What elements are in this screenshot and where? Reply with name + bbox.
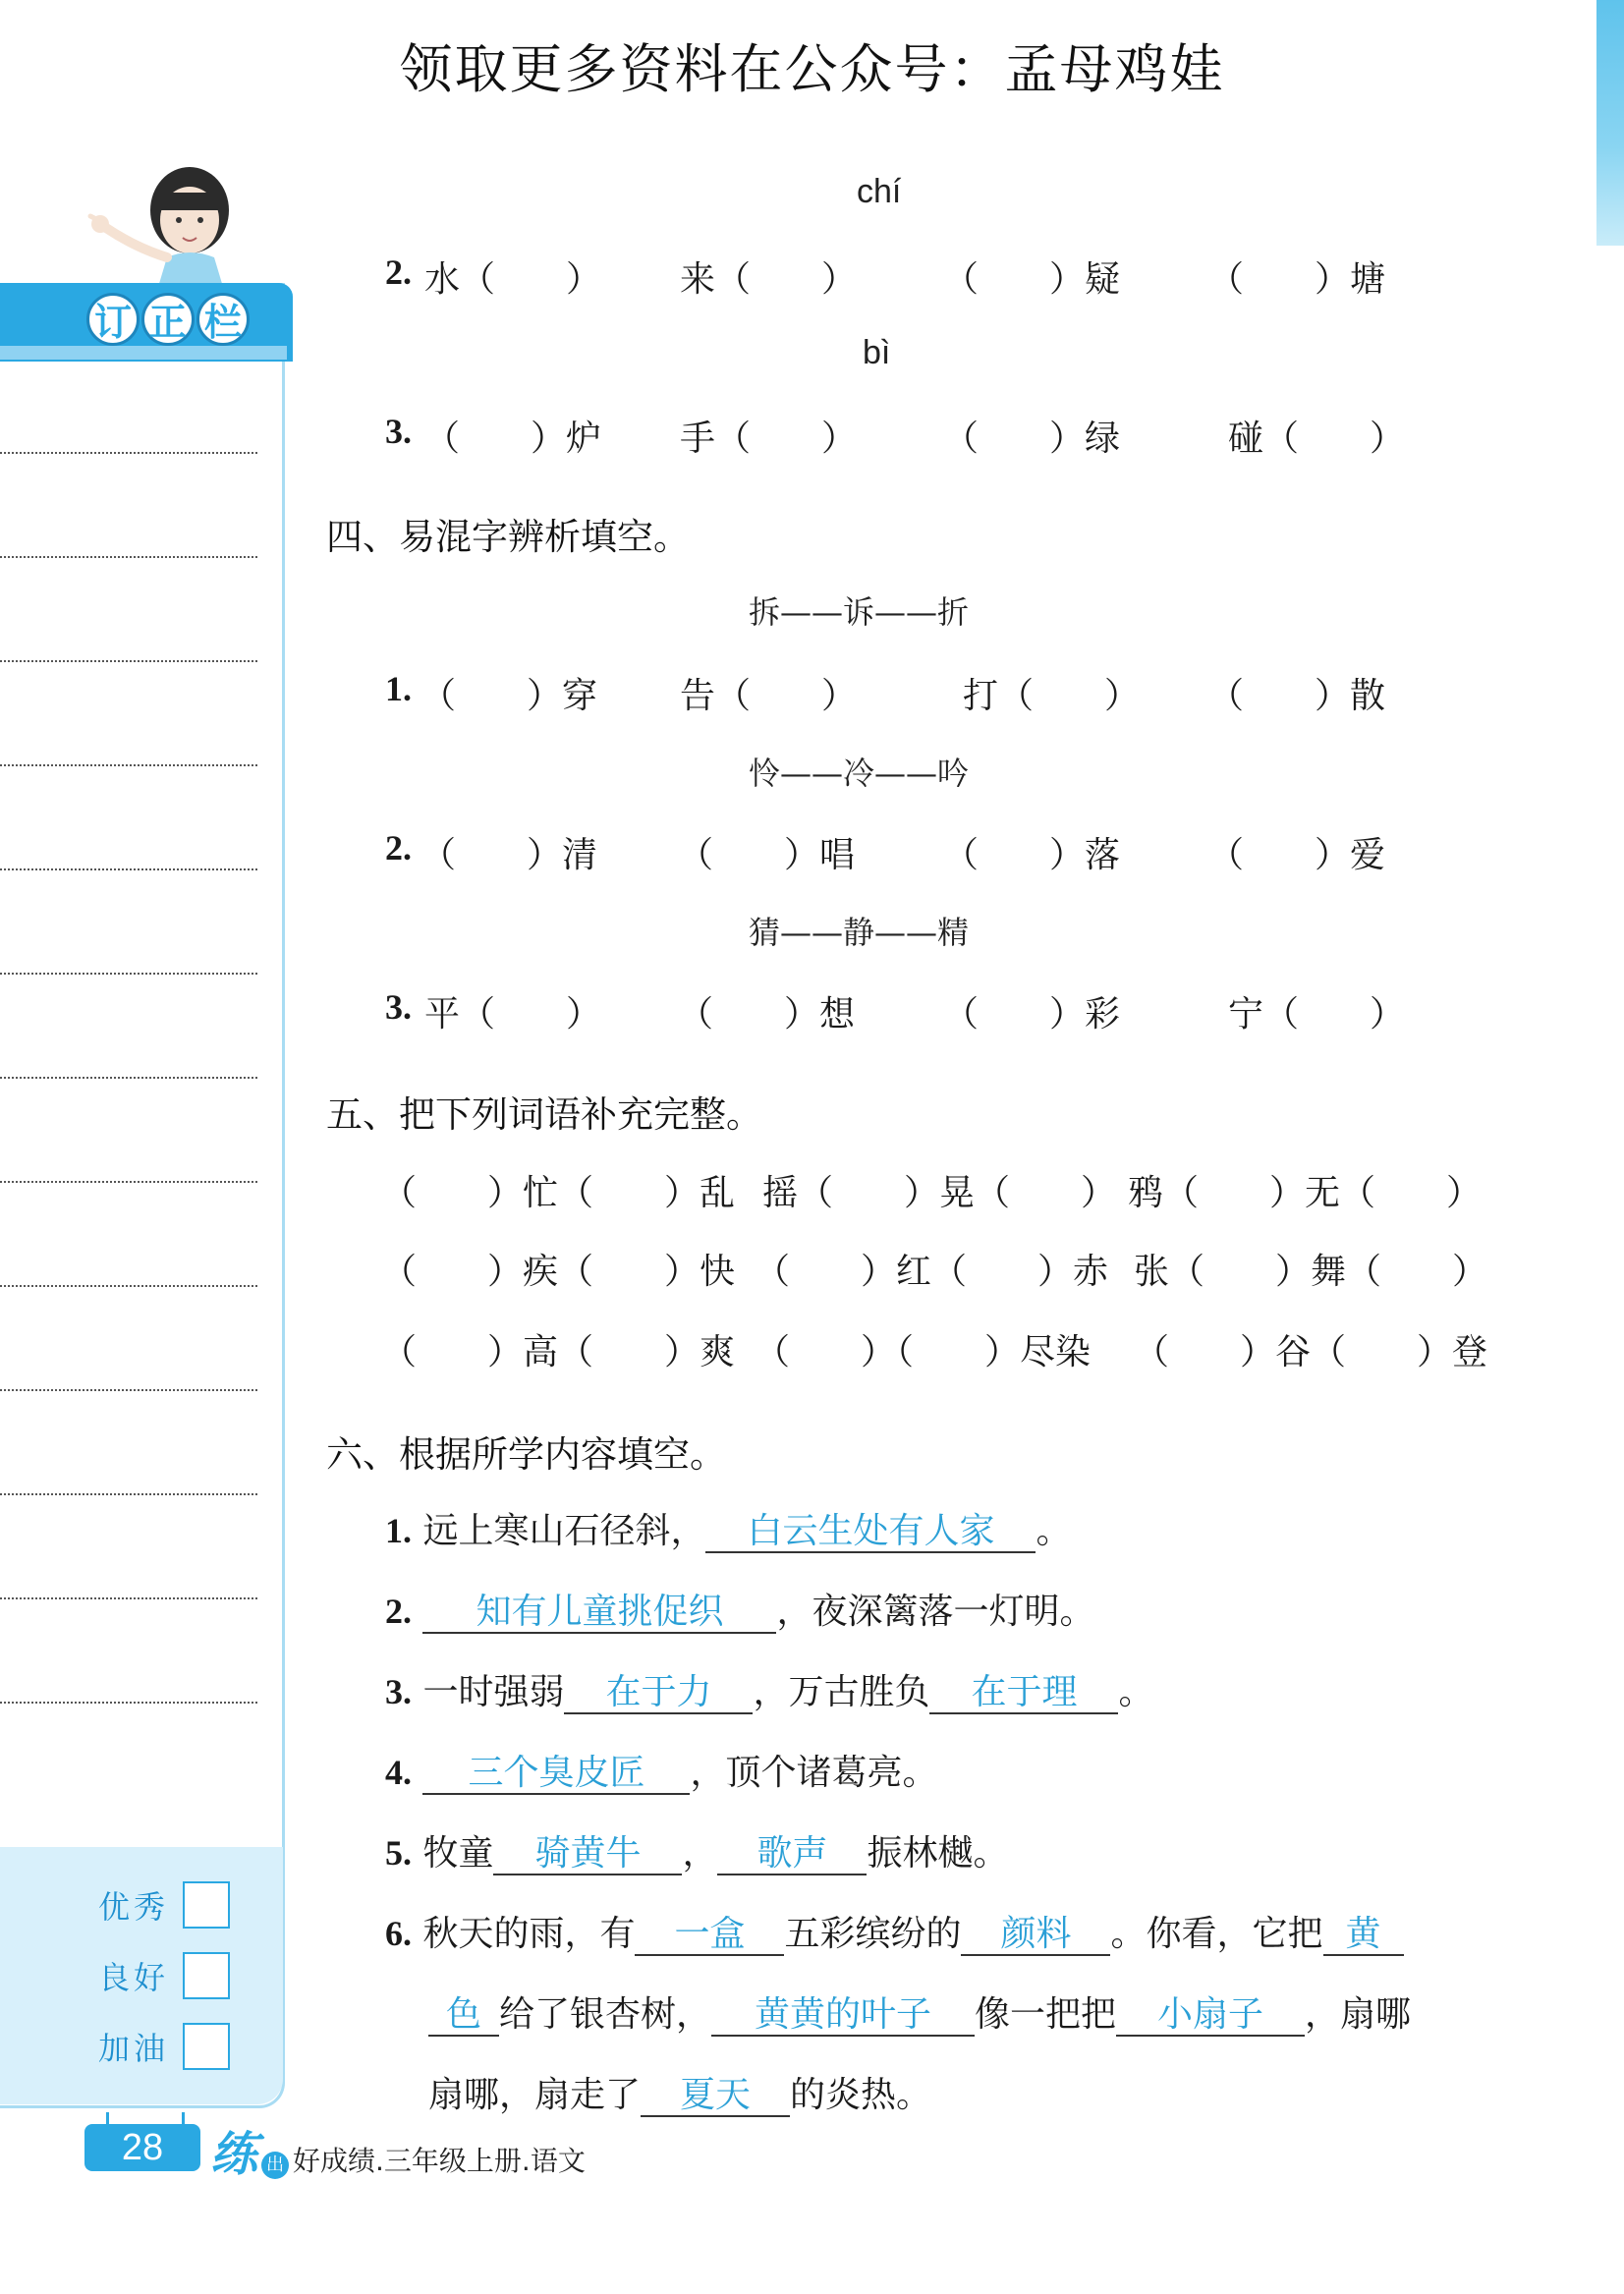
char-group: 猜——静——精 bbox=[749, 914, 970, 951]
blank-item[interactable]: 宁（ ） bbox=[1228, 994, 1406, 1035]
question-text: 五彩缤纷的 bbox=[784, 1914, 962, 1954]
exercise-row bbox=[385, 252, 1466, 301]
fill-question-6-line-1 bbox=[385, 1906, 1404, 1956]
grade-label: 优秀 bbox=[98, 1888, 170, 1926]
blank-item[interactable]: （ ）落 bbox=[943, 835, 1121, 875]
question-text: 的炎热。 bbox=[790, 2075, 932, 2115]
blank-item[interactable]: 手（ ） bbox=[680, 419, 858, 459]
blank-item[interactable]: （ ）清 bbox=[420, 835, 598, 875]
blank-item[interactable]: （ ）疑 bbox=[943, 259, 1121, 300]
idiom-blank[interactable]: （ ）红（ ）赤 bbox=[755, 1252, 1109, 1292]
blank-item[interactable]: 打（ ） bbox=[963, 676, 1141, 716]
girl-illustration bbox=[77, 159, 244, 297]
blank-item[interactable]: （ ）穿 bbox=[420, 676, 598, 716]
blank-item[interactable]: （ ）爱 bbox=[1208, 835, 1386, 875]
brand-text: 好成绩.三年级上册.语文 bbox=[293, 2145, 586, 2177]
blank-item[interactable]: 碰（ ） bbox=[1228, 419, 1406, 459]
blank-item[interactable]: 水（ ） bbox=[424, 259, 602, 300]
writing-line[interactable] bbox=[0, 1389, 257, 1391]
answer-blank[interactable]: 黄黄的叶子 bbox=[711, 1995, 975, 2037]
question-text: 秋天的雨，有 bbox=[422, 1914, 636, 1954]
page-header-title: 领取更多资料在公众号：孟母鸡娃 bbox=[399, 38, 1225, 100]
fill-question-2 bbox=[385, 1584, 1094, 1634]
blank-item[interactable]: 告（ ） bbox=[680, 676, 858, 716]
writing-line[interactable] bbox=[0, 1077, 257, 1079]
answer-blank[interactable]: 颜料 bbox=[961, 1915, 1110, 1956]
blank-item[interactable]: （ ）散 bbox=[1208, 676, 1386, 716]
writing-line[interactable] bbox=[0, 1181, 257, 1183]
char-group: 怜——冷——吟 bbox=[749, 755, 970, 792]
grade-label: 良好 bbox=[98, 1959, 170, 1996]
idiom-blank[interactable]: 鸦（ ）无（ ） bbox=[1128, 1173, 1483, 1213]
grade-label: 加油 bbox=[98, 2030, 170, 2067]
brand-char: 练 bbox=[210, 2127, 258, 2182]
blank-item[interactable]: （ ）塘 bbox=[1208, 259, 1386, 300]
writing-line[interactable] bbox=[0, 868, 257, 870]
idiom-row bbox=[381, 1244, 1488, 1293]
fill-question-6-line-3 bbox=[428, 2067, 931, 2117]
item-number: 6. bbox=[385, 1914, 412, 1953]
fill-question-6-line-2 bbox=[428, 1986, 1411, 2037]
blank-item[interactable]: 来（ ） bbox=[680, 259, 858, 300]
question-text: 扇哪，扇走了 bbox=[428, 2075, 642, 2115]
footer-brand bbox=[210, 2116, 586, 2184]
blank-item[interactable]: （ ）彩 bbox=[943, 994, 1121, 1035]
fill-question-3 bbox=[385, 1664, 1154, 1714]
grade-excellent bbox=[98, 1879, 230, 1930]
idiom-row bbox=[381, 1324, 1488, 1373]
question-text: 给了银杏树， bbox=[499, 1994, 712, 2035]
exercise-row bbox=[385, 827, 1466, 876]
writing-line[interactable] bbox=[0, 1493, 257, 1495]
writing-line[interactable] bbox=[0, 556, 257, 558]
answer-blank[interactable]: 白云生处有人家 bbox=[705, 1512, 1036, 1553]
section-title: 六、根据所学内容填空。 bbox=[326, 1433, 726, 1476]
item-number: 2. bbox=[385, 1592, 412, 1631]
exercise-row bbox=[385, 411, 1466, 460]
question-text: ，夜深篱落一灯明。 bbox=[776, 1592, 1095, 1632]
writing-line[interactable] bbox=[0, 1597, 257, 1599]
answer-blank[interactable]: 一盒 bbox=[635, 1915, 784, 1956]
answer-blank[interactable]: 夏天 bbox=[641, 2076, 790, 2117]
grade-good bbox=[98, 1950, 230, 2001]
answer-blank[interactable]: 小扇子 bbox=[1116, 1995, 1305, 2037]
writing-line[interactable] bbox=[0, 1285, 257, 1287]
question-text: ，万古胜负 bbox=[753, 1672, 930, 1712]
writing-line[interactable] bbox=[0, 1702, 257, 1704]
idiom-blank[interactable]: 摇（ ）晃（ ） bbox=[762, 1173, 1117, 1213]
section-title: 四、易混字辨析填空。 bbox=[326, 516, 690, 558]
question-text: ， bbox=[682, 1833, 718, 1874]
idiom-blank[interactable]: 张（ ）舞（ ） bbox=[1134, 1252, 1488, 1292]
item-number: 1. bbox=[385, 669, 412, 708]
item-number: 3. bbox=[385, 987, 412, 1027]
correction-column-title bbox=[86, 293, 250, 348]
blank-item[interactable]: （ ）炉 bbox=[424, 419, 602, 459]
page-number: 28 bbox=[84, 2124, 200, 2171]
section-title: 五、把下列词语补充完整。 bbox=[326, 1093, 762, 1136]
writing-line[interactable] bbox=[0, 660, 257, 662]
brand-badge: 出 bbox=[261, 2152, 289, 2179]
answer-blank[interactable]: 黄 bbox=[1323, 1915, 1404, 1956]
answer-blank[interactable]: 三个臭皮匠 bbox=[422, 1754, 690, 1795]
writing-line[interactable] bbox=[0, 973, 257, 975]
answer-blank[interactable]: 在于力 bbox=[564, 1673, 753, 1714]
title-char-2: 正 bbox=[141, 293, 195, 346]
question-text: 像一把把 bbox=[975, 1994, 1117, 2035]
exercise-row bbox=[385, 986, 1466, 1035]
fill-question-4 bbox=[385, 1745, 937, 1795]
grade-try-harder bbox=[98, 2021, 230, 2072]
grade-checkbox[interactable] bbox=[183, 2023, 230, 2070]
blank-item[interactable]: 平（ ） bbox=[424, 994, 602, 1035]
exercise-row bbox=[385, 668, 1466, 717]
idiom-blank[interactable]: （ ）（ ）尽染 bbox=[755, 1332, 1092, 1372]
question-text: 牧童 bbox=[422, 1833, 494, 1874]
pinyin-label: chí bbox=[857, 173, 902, 210]
answer-blank[interactable]: 骑黄牛 bbox=[493, 1834, 682, 1875]
idiom-blank[interactable]: （ ）谷（ ）登 bbox=[1134, 1332, 1488, 1372]
item-number: 5. bbox=[385, 1833, 412, 1873]
idiom-blank[interactable]: （ ）忙（ ）乱 bbox=[381, 1173, 736, 1213]
question-text: 远上寒山石径斜， bbox=[422, 1511, 706, 1551]
writing-line[interactable] bbox=[0, 764, 257, 766]
blank-item[interactable]: （ ）绿 bbox=[943, 419, 1121, 459]
item-number: 3. bbox=[385, 412, 412, 451]
idiom-blank[interactable]: （ ）疾（ ）快 bbox=[381, 1252, 736, 1292]
question-text: 。 bbox=[1036, 1511, 1072, 1551]
item-number: 4. bbox=[385, 1753, 412, 1792]
blank-item[interactable]: （ ）唱 bbox=[678, 835, 856, 875]
question-text: 振林樾。 bbox=[867, 1833, 1009, 1874]
grade-checkbox[interactable] bbox=[183, 1881, 230, 1929]
idiom-blank[interactable]: （ ）高（ ）爽 bbox=[381, 1332, 736, 1372]
answer-blank[interactable]: 知有儿童挑促织 bbox=[422, 1593, 776, 1634]
idiom-row bbox=[381, 1165, 1482, 1214]
char-group: 拆——诉——折 bbox=[749, 593, 970, 631]
item-number: 2. bbox=[385, 828, 412, 867]
answer-blank[interactable]: 色 bbox=[428, 1995, 499, 2037]
writing-line[interactable] bbox=[0, 452, 257, 454]
fill-question-1 bbox=[385, 1503, 1071, 1553]
fill-question-5 bbox=[385, 1825, 1009, 1875]
question-text: 。你看，它把 bbox=[1110, 1914, 1323, 1954]
item-number: 2. bbox=[385, 252, 412, 292]
title-char-1: 订 bbox=[86, 293, 140, 346]
question-text: ，扇哪 bbox=[1305, 1994, 1412, 2035]
title-char-3: 栏 bbox=[196, 293, 250, 346]
page-edge-tab bbox=[1596, 0, 1624, 246]
question-text: 。 bbox=[1118, 1672, 1154, 1712]
grade-checkbox[interactable] bbox=[183, 1952, 230, 1999]
pinyin-label: bì bbox=[863, 334, 891, 371]
item-number: 1. bbox=[385, 1511, 412, 1550]
question-text: ，顶个诸葛亮。 bbox=[690, 1753, 938, 1793]
correction-column-header-shadow bbox=[0, 346, 287, 360]
blank-item[interactable]: （ ）想 bbox=[678, 994, 856, 1035]
answer-blank[interactable]: 歌声 bbox=[717, 1834, 867, 1875]
question-text: 一时强弱 bbox=[422, 1672, 565, 1712]
item-number: 3. bbox=[385, 1672, 412, 1711]
answer-blank[interactable]: 在于理 bbox=[929, 1673, 1118, 1714]
